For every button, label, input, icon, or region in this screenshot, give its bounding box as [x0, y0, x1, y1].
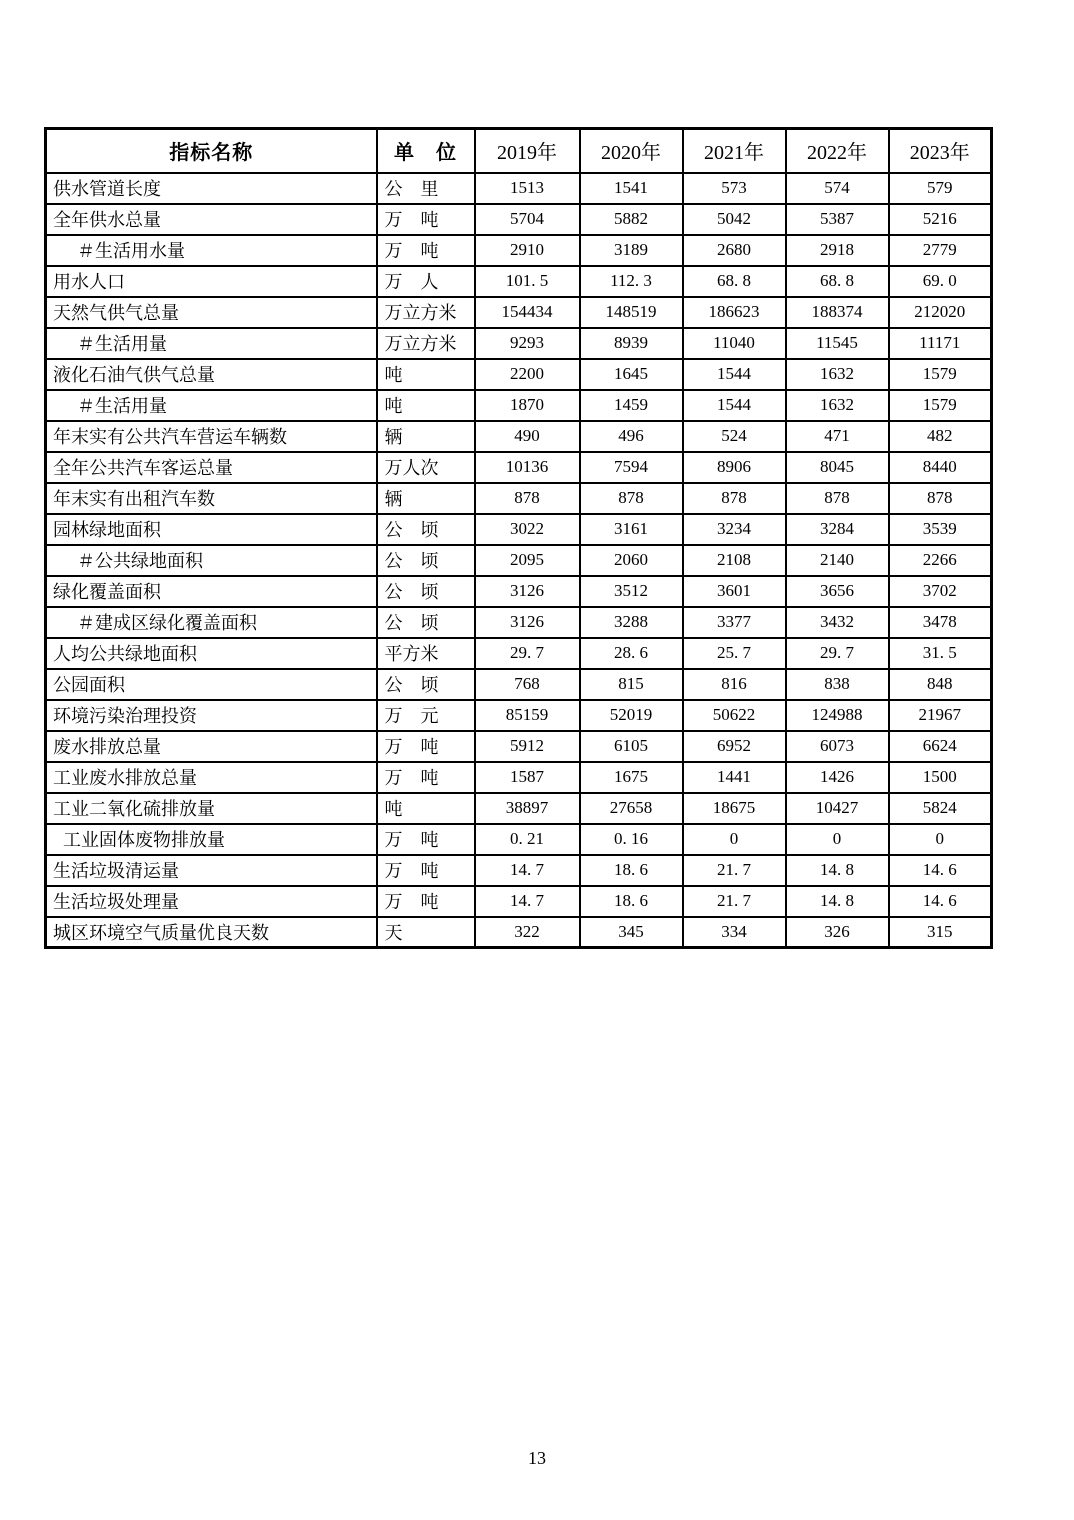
value-cell: 2200 [475, 359, 580, 390]
unit-cell: 万立方米 [377, 328, 475, 359]
unit-cell: 万 人 [377, 266, 475, 297]
value-cell: 29. 7 [475, 638, 580, 669]
table-row [46, 173, 992, 204]
value-cell: 322 [475, 917, 580, 948]
indicator-name-cell: 生活垃圾处理量 [46, 886, 377, 917]
value-cell: 5387 [786, 204, 889, 235]
value-cell: 186623 [683, 297, 786, 328]
value-cell: 1675 [580, 762, 683, 793]
value-cell: 524 [683, 421, 786, 452]
value-cell: 14. 7 [475, 855, 580, 886]
indicator-name-cell: 公园面积 [46, 669, 377, 700]
value-cell: 124988 [786, 700, 889, 731]
table-row [46, 576, 992, 607]
value-cell: 68. 8 [786, 266, 889, 297]
value-cell: 25. 7 [683, 638, 786, 669]
table-row [46, 700, 992, 731]
value-cell: 21. 7 [683, 886, 786, 917]
value-cell: 490 [475, 421, 580, 452]
unit-cell: 吨 [377, 390, 475, 421]
value-cell: 1544 [683, 359, 786, 390]
table-row [46, 359, 992, 390]
statistics-table [44, 127, 993, 949]
value-cell: 0 [889, 824, 992, 855]
value-cell: 5912 [475, 731, 580, 762]
value-cell: 816 [683, 669, 786, 700]
value-cell: 3601 [683, 576, 786, 607]
value-cell: 3126 [475, 576, 580, 607]
value-cell: 11040 [683, 328, 786, 359]
value-cell: 5824 [889, 793, 992, 824]
value-cell: 1579 [889, 359, 992, 390]
value-cell: 11545 [786, 328, 889, 359]
value-cell: 188374 [786, 297, 889, 328]
unit-cell: 吨 [377, 793, 475, 824]
indicator-name-cell: 年末实有出租汽车数 [46, 483, 377, 514]
table-row [46, 855, 992, 886]
table-row [46, 514, 992, 545]
value-cell: 3656 [786, 576, 889, 607]
unit-cell: 天 [377, 917, 475, 948]
indicator-name-cell: 天然气供气总量 [46, 297, 377, 328]
table-row [46, 297, 992, 328]
unit-cell: 平方米 [377, 638, 475, 669]
value-cell: 471 [786, 421, 889, 452]
unit-cell: 万人次 [377, 452, 475, 483]
value-cell: 768 [475, 669, 580, 700]
value-cell: 482 [889, 421, 992, 452]
table-row [46, 638, 992, 669]
value-cell: 1870 [475, 390, 580, 421]
indicator-name-cell: 液化石油气供气总量 [46, 359, 377, 390]
table-row [46, 390, 992, 421]
value-cell: 1441 [683, 762, 786, 793]
unit-cell: 辆 [377, 483, 475, 514]
value-cell: 212020 [889, 297, 992, 328]
value-cell: 2779 [889, 235, 992, 266]
table-row [46, 545, 992, 576]
table-row [46, 824, 992, 855]
value-cell: 878 [475, 483, 580, 514]
table-row [46, 731, 992, 762]
value-cell: 27658 [580, 793, 683, 824]
indicator-name-cell: 用水人口 [46, 266, 377, 297]
indicator-name-cell: ＃生活用量 [46, 328, 377, 359]
unit-cell: 公 里 [377, 173, 475, 204]
value-cell: 0 [683, 824, 786, 855]
value-cell: 2108 [683, 545, 786, 576]
value-cell: 878 [580, 483, 683, 514]
unit-cell: 万立方米 [377, 297, 475, 328]
header-year-2023: 2023年 [889, 129, 992, 173]
unit-cell: 万 吨 [377, 762, 475, 793]
value-cell: 28. 6 [580, 638, 683, 669]
unit-cell: 吨 [377, 359, 475, 390]
value-cell: 579 [889, 173, 992, 204]
header-year-2022: 2022年 [786, 129, 889, 173]
table-row [46, 886, 992, 917]
value-cell: 6105 [580, 731, 683, 762]
value-cell: 315 [889, 917, 992, 948]
indicator-name-cell: 工业废水排放总量 [46, 762, 377, 793]
indicator-name-cell: 生活垃圾清运量 [46, 855, 377, 886]
unit-cell: 万 吨 [377, 731, 475, 762]
value-cell: 3512 [580, 576, 683, 607]
table-row [46, 762, 992, 793]
unit-cell: 万 吨 [377, 855, 475, 886]
value-cell: 18675 [683, 793, 786, 824]
value-cell: 18. 6 [580, 855, 683, 886]
value-cell: 3288 [580, 607, 683, 638]
value-cell: 3478 [889, 607, 992, 638]
unit-cell: 公 顷 [377, 545, 475, 576]
header-year-2020: 2020年 [580, 129, 683, 173]
value-cell: 3432 [786, 607, 889, 638]
indicator-name-cell: ＃生活用量 [46, 390, 377, 421]
value-cell: 14. 8 [786, 886, 889, 917]
value-cell: 2140 [786, 545, 889, 576]
value-cell: 3161 [580, 514, 683, 545]
value-cell: 838 [786, 669, 889, 700]
value-cell: 345 [580, 917, 683, 948]
indicator-name-cell: ＃生活用水量 [46, 235, 377, 266]
table-row [46, 235, 992, 266]
value-cell: 154434 [475, 297, 580, 328]
table-row [46, 607, 992, 638]
value-cell: 21967 [889, 700, 992, 731]
unit-cell: 辆 [377, 421, 475, 452]
indicator-name-cell: 园林绿地面积 [46, 514, 377, 545]
value-cell: 38897 [475, 793, 580, 824]
value-cell: 1513 [475, 173, 580, 204]
value-cell: 10427 [786, 793, 889, 824]
value-cell: 3022 [475, 514, 580, 545]
value-cell: 3189 [580, 235, 683, 266]
value-cell: 6952 [683, 731, 786, 762]
unit-cell: 万 吨 [377, 824, 475, 855]
indicator-name-cell: 城区环境空气质量优良天数 [46, 917, 377, 948]
indicator-name-cell: 年末实有公共汽车营运车辆数 [46, 421, 377, 452]
value-cell: 0. 21 [475, 824, 580, 855]
value-cell: 3377 [683, 607, 786, 638]
value-cell: 14. 6 [889, 855, 992, 886]
value-cell: 21. 7 [683, 855, 786, 886]
value-cell: 11171 [889, 328, 992, 359]
value-cell: 2266 [889, 545, 992, 576]
value-cell: 10136 [475, 452, 580, 483]
value-cell: 1579 [889, 390, 992, 421]
value-cell: 573 [683, 173, 786, 204]
value-cell: 8906 [683, 452, 786, 483]
value-cell: 334 [683, 917, 786, 948]
value-cell: 14. 6 [889, 886, 992, 917]
value-cell: 31. 5 [889, 638, 992, 669]
header-indicator-name: 指标名称 [46, 129, 377, 173]
unit-cell: 万 吨 [377, 886, 475, 917]
value-cell: 52019 [580, 700, 683, 731]
value-cell: 878 [683, 483, 786, 514]
value-cell: 326 [786, 917, 889, 948]
value-cell: 1632 [786, 359, 889, 390]
indicator-name-cell: 废水排放总量 [46, 731, 377, 762]
value-cell: 878 [786, 483, 889, 514]
value-cell: 50622 [683, 700, 786, 731]
value-cell: 1645 [580, 359, 683, 390]
indicator-name-cell: ＃建成区绿化覆盖面积 [46, 607, 377, 638]
unit-cell: 公 顷 [377, 607, 475, 638]
value-cell: 8939 [580, 328, 683, 359]
unit-cell: 万 元 [377, 700, 475, 731]
value-cell: 2910 [475, 235, 580, 266]
table-row [46, 669, 992, 700]
indicator-name-cell: 环境污染治理投资 [46, 700, 377, 731]
value-cell: 1459 [580, 390, 683, 421]
value-cell: 1544 [683, 390, 786, 421]
header-year-2019: 2019年 [475, 129, 580, 173]
value-cell: 3284 [786, 514, 889, 545]
value-cell: 0 [786, 824, 889, 855]
page-number: 13 [528, 1448, 546, 1468]
table-row [46, 421, 992, 452]
value-cell: 148519 [580, 297, 683, 328]
value-cell: 5216 [889, 204, 992, 235]
value-cell: 9293 [475, 328, 580, 359]
value-cell: 14. 8 [786, 855, 889, 886]
table-row [46, 483, 992, 514]
table-row [46, 266, 992, 297]
value-cell: 2680 [683, 235, 786, 266]
value-cell: 1632 [786, 390, 889, 421]
table-row [46, 793, 992, 824]
header-year-2021: 2021年 [683, 129, 786, 173]
value-cell: 1426 [786, 762, 889, 793]
value-cell: 2095 [475, 545, 580, 576]
indicator-name-cell: 绿化覆盖面积 [46, 576, 377, 607]
header-unit: 单 位 [377, 129, 475, 173]
value-cell: 14. 7 [475, 886, 580, 917]
indicator-name-cell: 人均公共绿地面积 [46, 638, 377, 669]
value-cell: 3539 [889, 514, 992, 545]
value-cell: 5882 [580, 204, 683, 235]
value-cell: 85159 [475, 700, 580, 731]
table-row [46, 328, 992, 359]
value-cell: 5704 [475, 204, 580, 235]
header-row [46, 129, 992, 173]
value-cell: 68. 8 [683, 266, 786, 297]
value-cell: 8045 [786, 452, 889, 483]
value-cell: 1541 [580, 173, 683, 204]
value-cell: 574 [786, 173, 889, 204]
value-cell: 112. 3 [580, 266, 683, 297]
value-cell: 8440 [889, 452, 992, 483]
table-body [46, 173, 992, 948]
indicator-name-cell: 工业二氧化硫排放量 [46, 793, 377, 824]
value-cell: 878 [889, 483, 992, 514]
value-cell: 3702 [889, 576, 992, 607]
value-cell: 6073 [786, 731, 889, 762]
table-row [46, 452, 992, 483]
value-cell: 2060 [580, 545, 683, 576]
value-cell: 848 [889, 669, 992, 700]
value-cell: 2918 [786, 235, 889, 266]
value-cell: 3126 [475, 607, 580, 638]
indicator-name-cell: 供水管道长度 [46, 173, 377, 204]
value-cell: 815 [580, 669, 683, 700]
value-cell: 18. 6 [580, 886, 683, 917]
value-cell: 101. 5 [475, 266, 580, 297]
unit-cell: 公 顷 [377, 669, 475, 700]
indicator-name-cell: 工业固体废物排放量 [46, 824, 377, 855]
value-cell: 5042 [683, 204, 786, 235]
value-cell: 3234 [683, 514, 786, 545]
value-cell: 6624 [889, 731, 992, 762]
indicator-name-cell: 全年公共汽车客运总量 [46, 452, 377, 483]
value-cell: 1500 [889, 762, 992, 793]
indicator-name-cell: ＃公共绿地面积 [46, 545, 377, 576]
value-cell: 0. 16 [580, 824, 683, 855]
table-row [46, 204, 992, 235]
table-row [46, 917, 992, 948]
table-header [46, 129, 992, 173]
unit-cell: 万 吨 [377, 235, 475, 266]
value-cell: 69. 0 [889, 266, 992, 297]
value-cell: 496 [580, 421, 683, 452]
unit-cell: 公 顷 [377, 514, 475, 545]
unit-cell: 公 顷 [377, 576, 475, 607]
value-cell: 1587 [475, 762, 580, 793]
value-cell: 7594 [580, 452, 683, 483]
unit-cell: 万 吨 [377, 204, 475, 235]
value-cell: 29. 7 [786, 638, 889, 669]
indicator-name-cell: 全年供水总量 [46, 204, 377, 235]
